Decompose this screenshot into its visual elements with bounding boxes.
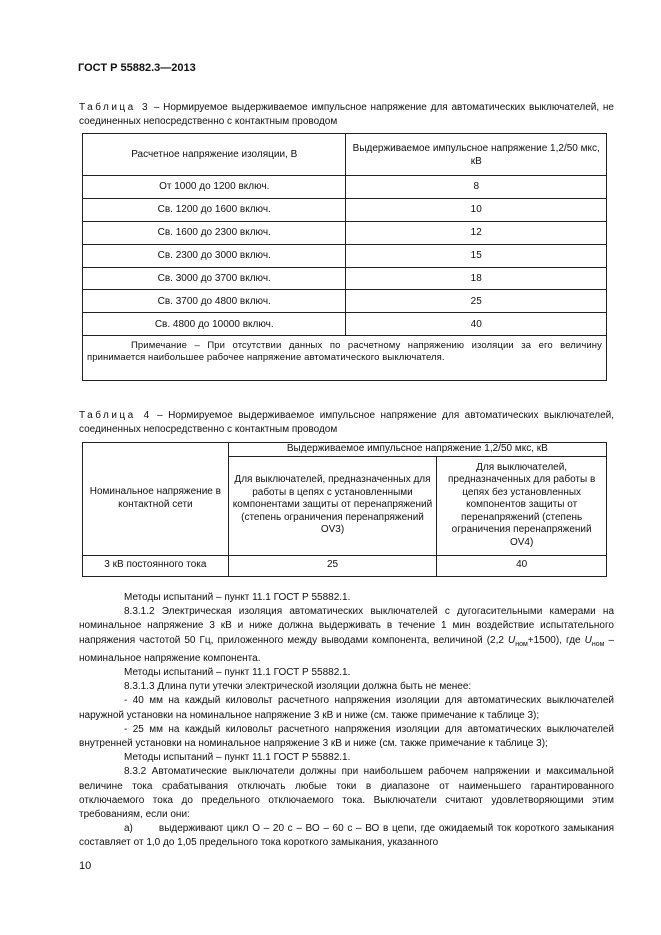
table-row [83,221,607,244]
table-row [83,244,607,267]
body-text [79,591,614,851]
table4-row-label: 3 кВ постоянного тока [83,555,229,576]
table3-cell-value: 40 [346,313,607,336]
table3-cell-range: Св. 4800 до 10000 включ. [83,313,346,336]
symbol-subscript: ном [591,640,605,648]
paragraph-text: 8.3.1.2 Электрическая изоляция автоматических выключателей с дугогасительными камерами на номинальное напряжение 3 кВ и ниже должна выдерживать в течение 1 мин воздействие испытательного напряжения частотой 50 Гц, приложенного между выводами компонента, величиной (2,2 [79,606,614,646]
paragraph-text: +1500), где [527,634,585,646]
table4-caption [79,409,614,437]
paragraph: Методы испытаний – пункт 11.1 ГОСТ Р 55882.1. [124,592,351,603]
paragraph-8-3-2: 8.3.2 Автоматические выключатели должны при наибольшем рабочем напряжении и максимальной величине тока срабатывания отключать любые токи в диапазоне от наименьшего гарантированного отключаемого тока до предельного отключаемого тока. Выключатели считают удовлетворяющими этим требованиям, если они: [79,766,614,821]
paragraph: Методы испытаний – пункт 11.1 ГОСТ Р 55882.1. [124,752,351,764]
table4-row-value-ov4: 40 [437,555,607,576]
table3-cell-range: От 1000 до 1200 включ. [83,176,346,199]
paragraph-8-3-1-2 [79,605,614,666]
table-row [83,267,607,290]
table3-cell-value: 18 [346,267,607,290]
table-4 [82,442,607,577]
page-number: 10 [79,860,92,872]
table3-cell-value: 25 [346,290,607,313]
list-item: - 25 мм на каждый киловольт расчетного напряжения изоляции для автоматических выключателей внутренней установки на номинальное напряжение 3 кВ и ниже (см. также примечание к таблице 3); [79,723,614,750]
symbol-u: U [507,634,516,646]
table3-cell-value: 15 [346,244,607,267]
document-header: ГОСТ Р 55882.3—2013 [78,62,196,74]
table3-cell-range: Св. 3700 до 4800 включ. [83,290,346,313]
table4-row-value-ov3: 25 [228,555,437,576]
table-row [83,290,607,313]
table4-group-header: Выдерживаемое импульсное напряжение 1,2/50 мкс, кВ [228,443,606,457]
paragraph: Методы испытаний – пункт 11.1 ГОСТ Р 55882.1. [124,667,351,679]
list-item-label: а) [124,823,133,835]
table4-sub1-header: Для выключателей, предназначенных для работы в цепях с установленными компонентами защиты от перенапряжений (степень ограничения перенапряжений OV3) [228,456,437,555]
table4-sub2-header: Для выключателей, предназначенных для работы в цепях без установленных компонентов защиты от перенапряжений (степень ограничения перенапряжений OV4) [437,456,607,555]
table3-cell-value: 8 [346,176,607,199]
table-3 [82,133,607,381]
table4-caption-lead: Таблица 4 [79,410,152,421]
table3-caption [79,101,614,129]
symbol-subscript: ном [515,640,528,648]
table3-cell-value: 10 [346,198,607,221]
table-row [83,555,607,576]
symbol-u: U [584,634,592,646]
table3-cell-range: Св. 1600 до 2300 включ. [83,221,346,244]
table4-col1-header: Номинальное напряжение в контактной сети [83,443,229,556]
table3-col1-header: Расчетное напряжение изоляции, В [83,134,346,176]
list-item: - 40 мм на каждый киловольт расчетного напряжения изоляции для автоматических выключателей наружной установки на номинальное напряжение 3 кВ и ниже (см. также примечание к таблице 3); [79,695,614,721]
table-row [83,176,607,199]
paragraph-8-3-1-3: 8.3.1.3 Длина пути утечки электрической изоляции должна быть не менее: [124,681,472,693]
list-item-a [79,822,614,850]
table3-cell-value: 12 [346,221,607,244]
table3-col2-header: Выдерживаемое импульсное напряжение 1,2/50 мкс, кВ [346,134,607,176]
table3-cell-range: Св. 2300 до 3000 включ. [83,244,346,267]
table4-caption-text: – Нормируемое выдерживаемое импульсное напряжение для автоматических выключателей, соединенных непосредственно с контактным проводом [79,410,614,435]
paragraph-text: – номинальное напряжение компонента. [79,634,614,664]
table3-note-text: Примечание – При отсутствии данных по расчетному напряжению изоляции за его величину принимается наибольшее рабочее напряжение автоматического выключателя. [87,340,602,363]
table3-caption-text: – Нормируемое выдерживаемое импульсное напряжение для автоматических выключателей, не соединенных непосредственно с контактным проводом [79,102,614,127]
table3-note [83,336,607,381]
table3-cell-range: Св. 1200 до 1600 включ. [83,198,346,221]
table-row [83,313,607,336]
table-row [83,198,607,221]
table3-caption-lead: Таблица 3 [79,102,151,113]
table3-cell-range: Св. 3000 до 3700 включ. [83,267,346,290]
list-item-text: выдерживают цикл О – 20 с – ВО – 60 с – ВО в цепи, где ожидаемый ток короткого замыкания составляет от 1,0 до 1,05 предельного тока короткого замыкания, указанного [79,823,614,849]
